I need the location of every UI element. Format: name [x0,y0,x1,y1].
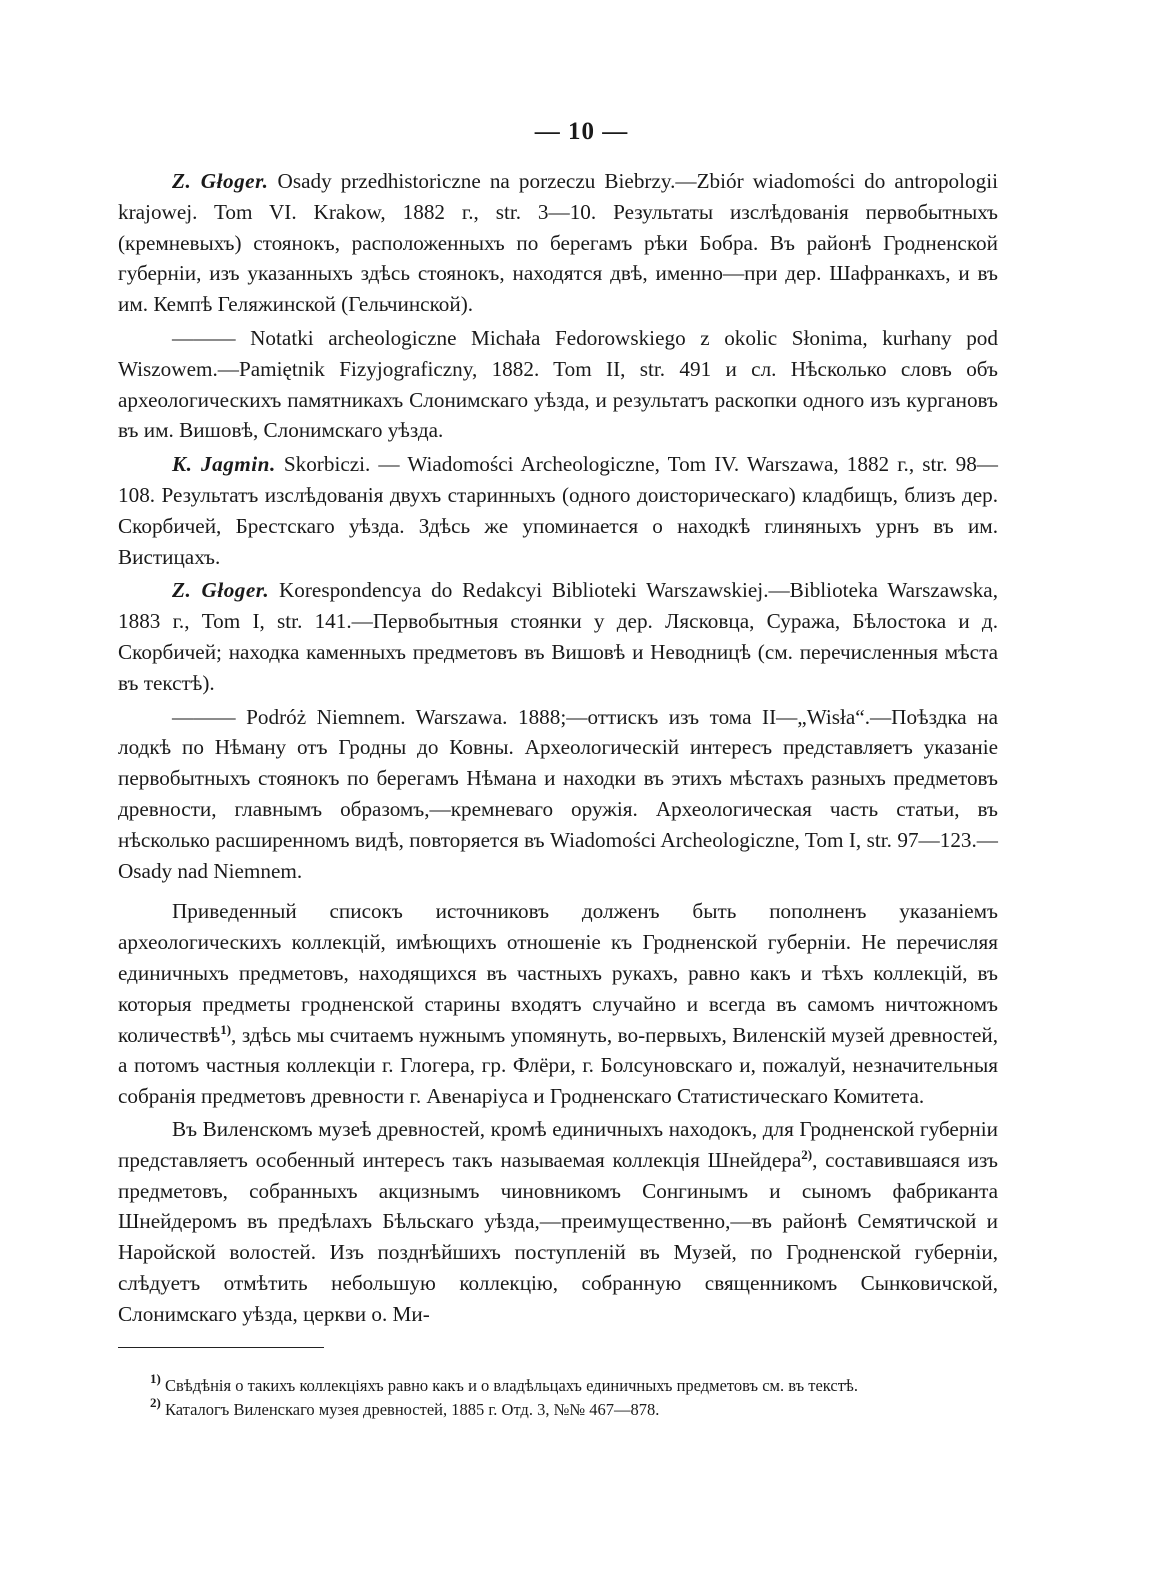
entry-author: K. Jagmin. [172,452,276,477]
ditto-dash: ——— [172,325,236,350]
ditto-dash: ——— [172,704,236,729]
footnote-separator [118,1347,324,1348]
footnote-text: Каталогъ Виленскаго музея древностей, 1885 г. Отд. 3, №№ 467—878. [160,1400,660,1419]
footnote-mark: 2) [150,1395,161,1410]
entry-text: Skorbiczi. — Wiadomości Archeologiczne, Tom IV. Warszawa, 1882 г., str. 98—108. Результатъ изслѣдованія двухъ старинныхъ (одного доисторическаго) кладбищъ, близъ дер. Скорбичей, Брестскаго уѣзда. Здѣсь же упоминается о находкѣ глиняныхъ урнъ въ им. Вистицахъ. [118,452,998,569]
paragraph-text: , здѣсь мы считаемъ нужнымъ упомянуть, во-первыхъ, Виленскій музей древностей, а потомъ частныя коллекціи г. Глогера, гр. Флёри, г. Болсуновскаго и, пожалуй, незначительныя собранія предметовъ древности г. Авенаріуса и Гродненскаго Статистическаго Комитета. [118,1022,998,1109]
footnote-ref: 2) [801,1146,813,1162]
footnote [118,1371,998,1398]
body-paragraph [118,896,998,1112]
footnote-ref: 1) [220,1021,232,1037]
footnotes [118,1371,998,1422]
entry-text: Notatki archeologiczne Michała Fedorowskiego z okolic Słonima, kurhany pod Wiszowem.—Pamiętnik Fizyjograficzny, 1882. Tom II, str. 491 и сл. Нѣсколько словъ объ археологическихъ памятникахъ Слонимскаго уѣзда, и результатъ раскопки одного изъ кургановъ въ им. Вишовѣ, Слонимскаго уѣзда. [118,325,998,443]
footnote [118,1395,998,1422]
entry-author: Z. Głoger. [172,169,269,193]
entry-text: Korespondencya do Redakcyi Biblioteki Warszawskiej.—Biblioteka Warszawska, 1883 г., Tom I, str. 141.—Первобытныя стоянки у дер. Лясковца, Суража, Бѣлостока и д. Скорбичей; находка каменныхъ предметовъ въ Вишовѣ и Неводницѣ (см. перечисленныя мѣста въ текстѣ). [118,578,999,695]
bibliography-entry [118,702,998,887]
paragraph-text: Приведенный списокъ источниковъ долженъ быть пополненъ указаніемъ археологическихъ коллекцій, имѣющихъ отношеніе къ Гродненской губерніи. Не перечисляя единичныхъ предметовъ, находящихся въ частныхъ рукахъ, равно какъ и тѣхъ коллекцій, въ которыя предметы гродненской старины входятъ случайно и всегда въ самомъ ничтожномъ количествѣ [118,899,998,1047]
footnote-text: Свѣдѣнія о такихъ коллекціяхъ равно какъ и о владѣльцахъ единичныхъ предметовъ см. въ текстѣ. [160,1376,859,1395]
page-number: — 10 — [534,118,629,145]
paragraph-text: Въ Виленскомъ музеѣ древностей, кромѣ единичныхъ находокъ, для Гродненской губерніи представляетъ особенный интересъ такъ называемая коллекція Шнейдера [118,1116,998,1172]
paragraph-text: , составившаяся изъ предметовъ, собранныхъ акцизнымъ чиновникомъ Сонгинымъ и сыномъ фабриканта Шнейдеромъ въ предѣлахъ Бѣльскаго уѣзда,—преимущественно,—въ районѣ Семятичской и Наройской волостей. Изъ позднѣйшихъ поступленій въ Музей, по Гродненской губерніи, слѣдуетъ отмѣтить небольшую коллекцію, собранную священникомъ Сынковичской, Слонимскаго уѣзда, церкви о. Ми- [118,1147,998,1326]
footnote-mark: 1) [150,1371,161,1386]
bibliography-entry [118,575,998,698]
bibliography-entry [118,166,998,320]
entry-text: Podróż Niemnem. Warszawa. 1888;—оттискъ изъ тома II—„Wisła“.—Поѣздка на лодкѣ по Нѣману отъ Гродны до Ковны. Археологическій интересъ представляетъ указаніе первобытныхъ стоянокъ по берегамъ Нѣмана и находки въ этихъ мѣстахъ разныхъ предметовъ древности, главнымъ образомъ,—кремневаго оружія. Археологическая часть статьи, въ нѣсколько расширенномъ видѣ, повторяется въ Wiadomości Archeologiczne, Tom I, str. 97—123.—Osady nad Niemnem. [118,704,998,883]
entry-text: Osady przedhistoriczne na porzeczu Biebrzy.—Zbiór wiadomości do antropologii krajowej. Tom VI. Krakow, 1882 г., str. 3—10. Результаты изслѣдованія первобытныхъ (кремневыхъ) стоянокъ, расположенныхъ по берегамъ рѣки Бобра. Въ районѣ Гродненской губерніи, изъ указанныхъ здѣсь стоянокъ, находятся двѣ, именно—при дер. Шафранкахъ, и въ им. Кемпѣ Геляжинской (Гельчинской). [118,169,998,317]
body-paragraph [118,1114,998,1330]
bibliography-entry [118,323,998,446]
main-text [118,166,998,1329]
bibliography-entry [118,449,998,572]
entry-author: Z. Głoger. [172,578,270,603]
